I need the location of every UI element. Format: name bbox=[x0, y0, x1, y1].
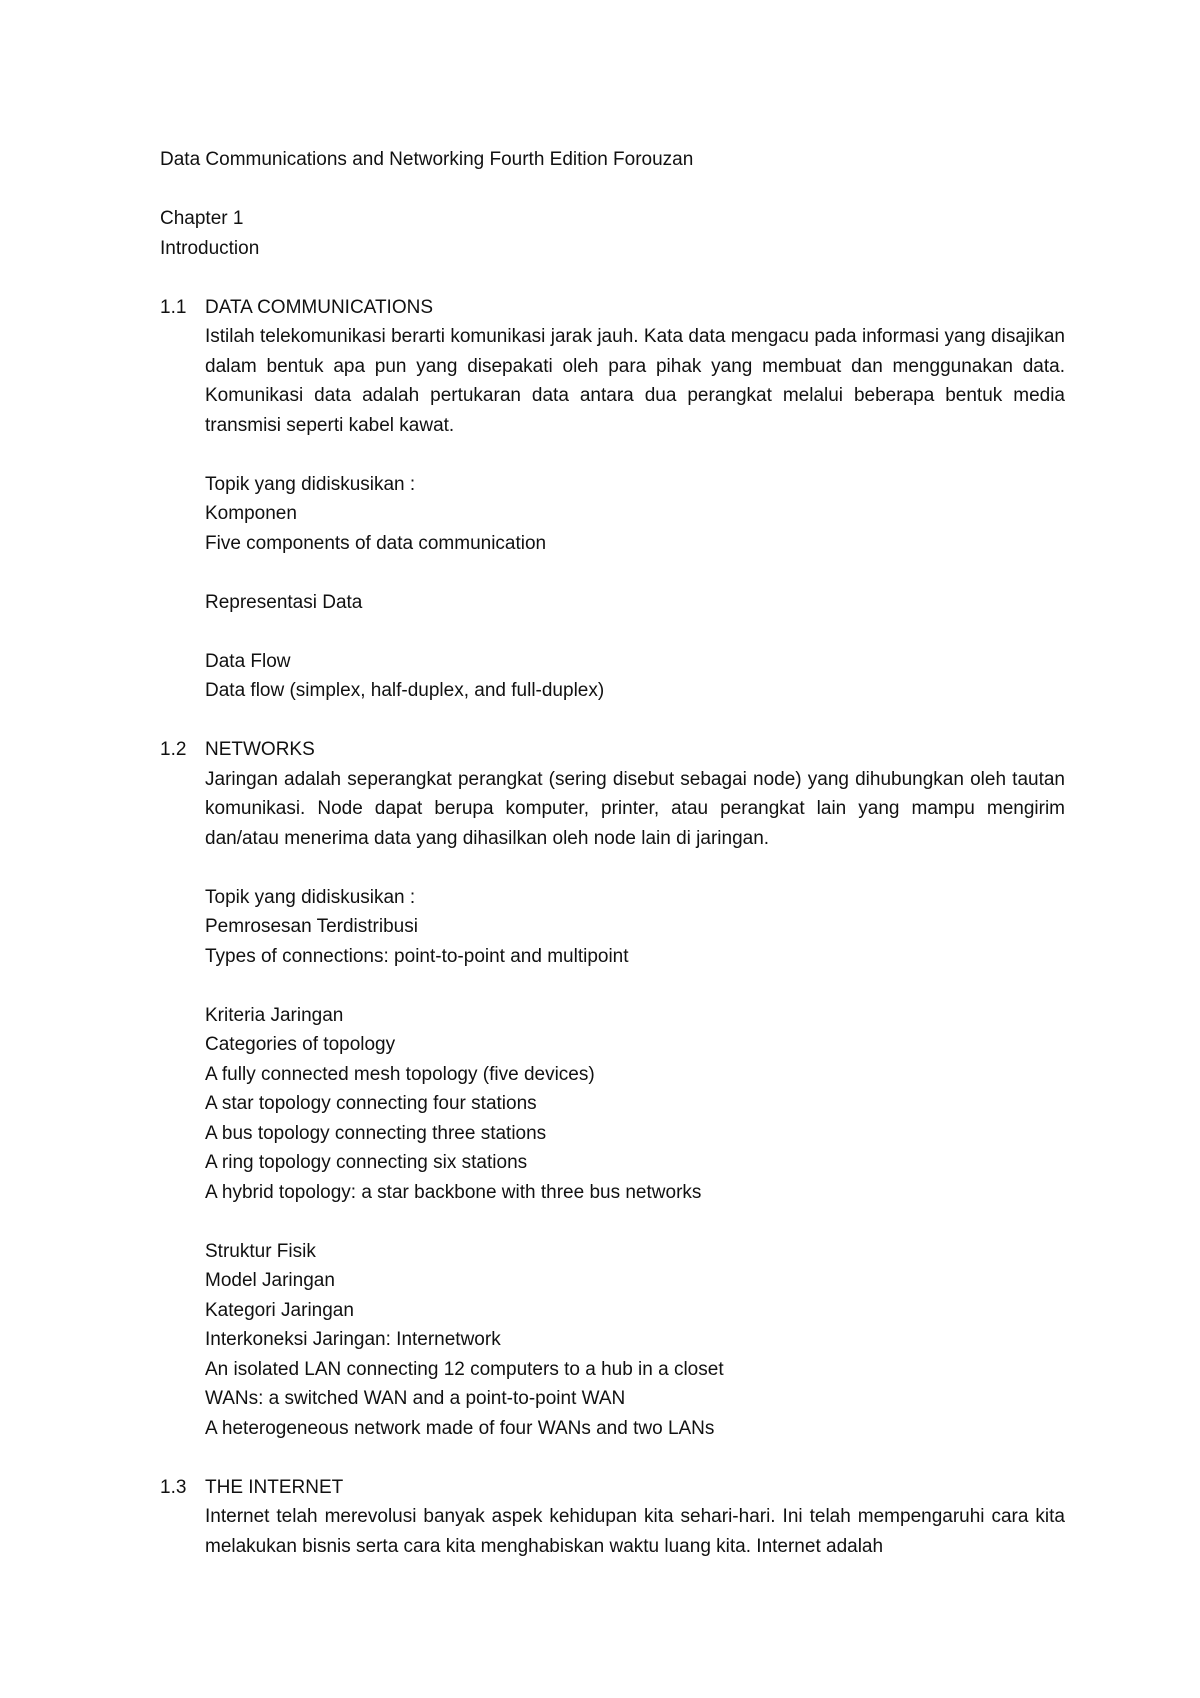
document-body bbox=[160, 145, 1065, 1561]
topic-item: A heterogeneous network made of four WANs and two LANs bbox=[205, 1417, 715, 1439]
spacer bbox=[160, 440, 1065, 470]
chapter-title: Introduction bbox=[160, 237, 260, 259]
section-heading-1-2 bbox=[160, 735, 1065, 765]
section-heading-1-3 bbox=[160, 1473, 1065, 1503]
section-title: NETWORKS bbox=[205, 739, 315, 760]
topic-item: Pemrosesan Terdistribusi bbox=[205, 916, 418, 937]
chapter-number: Chapter 1 bbox=[160, 208, 244, 229]
section-number: 1.2 bbox=[160, 739, 187, 760]
spacer bbox=[160, 558, 1065, 588]
spacer bbox=[160, 617, 1065, 647]
section-paragraph-1-2: Jaringan adalah seperangkat perangkat (sering disebut sebagai node) yang dihubungkan oleh tautan komunikasi. Node dapat berupa komputer, printer, atau perangkat lain yang mampu mengirim dan/atau menerima data yang dihasilkan oleh node lain di jaringan. bbox=[205, 768, 1065, 849]
section-number: 1.1 bbox=[160, 296, 187, 318]
topic-item: Interkoneksi Jaringan: Internetwork bbox=[205, 1329, 501, 1350]
topic-item: Model Jaringan bbox=[205, 1270, 335, 1291]
topic-item: A bus topology connecting three stations bbox=[205, 1122, 547, 1144]
topic-item: Data Flow bbox=[205, 650, 291, 672]
topic-item: A hybrid topology: a star backbone with three bus networks bbox=[205, 1181, 702, 1203]
topic-item: A star topology connecting four stations bbox=[205, 1093, 537, 1114]
section-paragraph-1-3: Internet telah merevolusi banyak aspek kehidupan kita sehari-hari. Ini telah mempengaruhi cara kita melakukan bisnis serta cara kita menghabiskan waktu luang kita. Internet adalah bbox=[205, 1506, 1065, 1557]
topics-label: Topik yang didiskusikan : bbox=[205, 886, 416, 908]
section-title: DATA COMMUNICATIONS bbox=[205, 296, 433, 318]
topic-item: Kategori Jaringan bbox=[205, 1299, 354, 1321]
section-title: THE INTERNET bbox=[205, 1476, 344, 1498]
topic-item: Types of connections: point-to-point and multipoint bbox=[205, 945, 629, 967]
spacer bbox=[160, 706, 1065, 736]
topic-item: Categories of topology bbox=[205, 1034, 396, 1055]
topic-item: WANs: a switched WAN and a point-to-point WAN bbox=[205, 1388, 626, 1409]
spacer bbox=[160, 175, 1065, 205]
topic-item: Data flow (simplex, half-duplex, and full-duplex) bbox=[205, 680, 605, 701]
section-heading-1-1 bbox=[160, 293, 1065, 323]
topic-item: Five components of data communication bbox=[205, 532, 547, 554]
spacer bbox=[160, 853, 1065, 883]
section-paragraph-1-1: Istilah telekomunikasi berarti komunikasi jarak jauh. Kata data mengacu pada informasi yang disajikan dalam bentuk apa pun yang disepakati oleh para pihak yang membuat dan menggunakan data. Komunikasi data adalah pertukaran data antara dua perangkat melalui beberapa bentuk media transmisi seperti kabel kawat. bbox=[205, 326, 1065, 436]
topic-item: Struktur Fisik bbox=[205, 1240, 316, 1262]
topic-item: An isolated LAN connecting 12 computers to a hub in a closet bbox=[205, 1358, 724, 1380]
document-title: Data Communications and Networking Fourth Edition Forouzan bbox=[160, 149, 694, 170]
spacer bbox=[160, 1443, 1065, 1473]
spacer bbox=[160, 263, 1065, 293]
topics-label: Topik yang didiskusikan : bbox=[205, 473, 416, 495]
topic-item: A ring topology connecting six stations bbox=[205, 1152, 528, 1173]
spacer bbox=[160, 971, 1065, 1001]
section-number: 1.3 bbox=[160, 1476, 187, 1498]
topic-item: A fully connected mesh topology (five devices) bbox=[205, 1063, 595, 1085]
topic-item: Komponen bbox=[205, 503, 297, 524]
topic-item: Kriteria Jaringan bbox=[205, 1004, 344, 1026]
spacer bbox=[160, 1207, 1065, 1237]
topic-item: Representasi Data bbox=[205, 591, 363, 613]
